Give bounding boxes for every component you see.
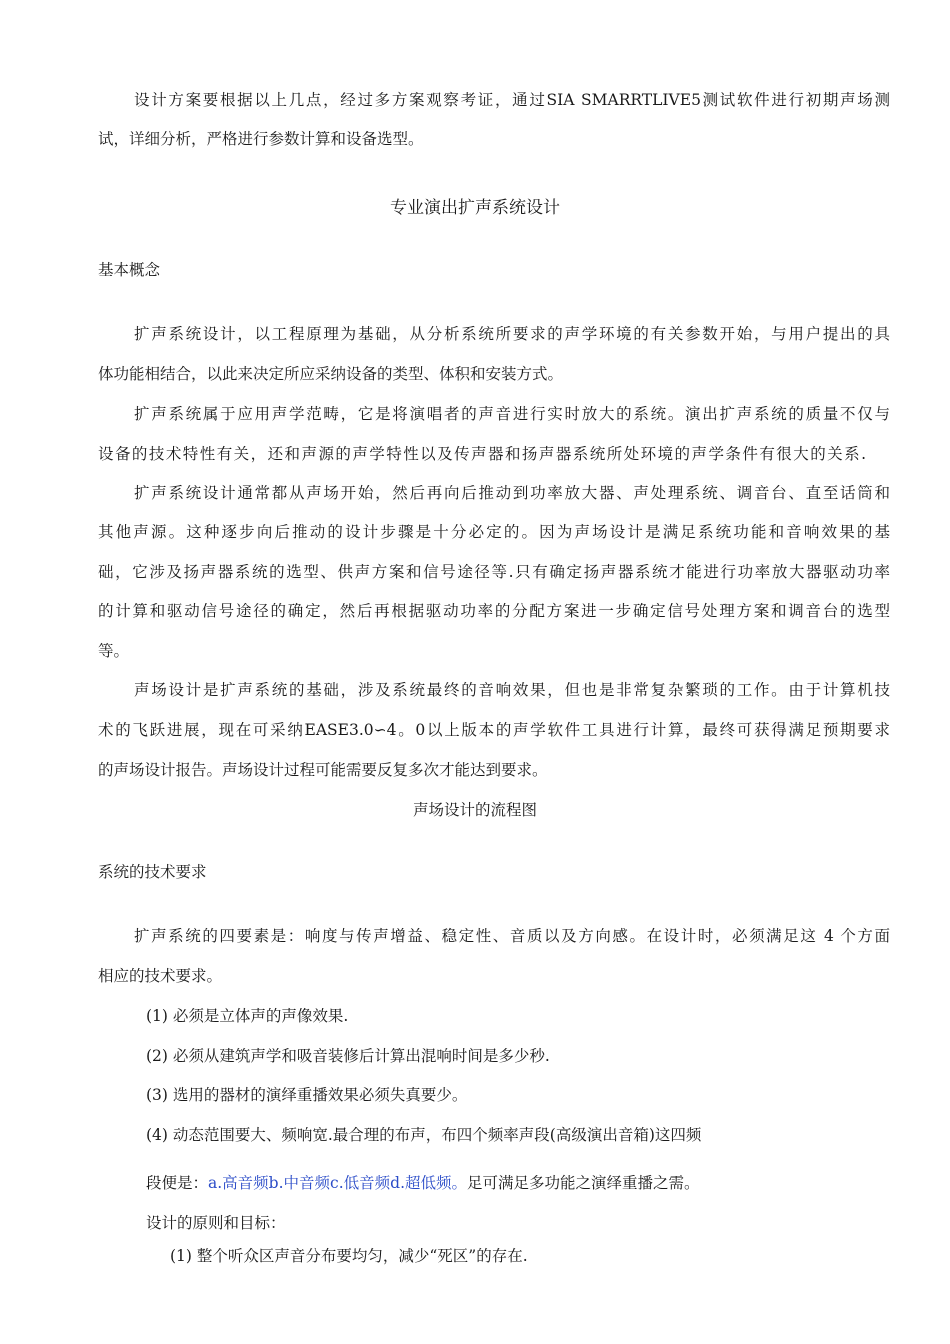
requirement-item-4: (4) 动态范围要大、频响宽.最合理的布声，布四个频率声段(高级演出音箱)这四频 <box>146 1126 702 1144</box>
p4-line-2: 术的飞跃进展，现在可采纳EASE3.0∽4。0以上版本的声学软件工具进行计算，最终可获得满足预期要求 <box>98 721 890 739</box>
p4-line-1: 声场设计是扩声系统的基础，涉及系统最终的音响效果，但也是非常复杂繁琐的工作。由于计算机技 <box>134 681 890 699</box>
requirement-item-1: (1) 必须是立体声的声像效果. <box>146 1007 349 1025</box>
bands-suffix: 足可满足多功能之演绎重播之需。 <box>467 1174 700 1192</box>
p3-line-2: 其他声源。这种逐步向后推动的设计步骤是十分必定的。因为声场设计是满足系统功能和音响效果的基 <box>98 523 890 541</box>
principle-item-1: (1) 整个听众区声音分布要均匀，减少“死区”的存在. <box>170 1247 528 1265</box>
p4-line-3: 的声场设计报告。声场设计过程可能需要反复多次才能达到要求。 <box>98 761 548 779</box>
p2-line-2: 设备的技术特性有关，还和声源的声学特性以及传声器和扬声器系统所处环境的声学条件有很大的关系. <box>98 445 866 463</box>
p5-line-2: 相应的技术要求。 <box>98 967 223 985</box>
heading-tech-requirements: 系统的技术要求 <box>98 863 207 881</box>
bands-prefix: 段便是： <box>146 1174 209 1192</box>
requirement-item-2: (2) 必须从建筑声学和吸音装修后计算出混响时间是多少秒. <box>146 1047 550 1065</box>
requirement-item-3: (3) 选用的器材的演绎重播效果必须失真要少。 <box>146 1086 468 1104</box>
flowchart-caption: 声场设计的流程图 <box>412 801 537 819</box>
p1-line-1: 扩声系统设计，以工程原理为基础，从分析系统所要求的声学环境的有关参数开始，与用户提出的具 <box>134 325 890 343</box>
intro-line-2: 试，详细分析，严格进行参数计算和设备选型。 <box>98 130 424 148</box>
principles-heading: 设计的原则和目标： <box>146 1214 286 1232</box>
p3-line-1: 扩声系统设计通常都从声场开始，然后再向后推动到功率放大器、声处理系统、调音台、直至话筒和 <box>134 484 890 502</box>
section-title: 专业演出扩声系统设计 <box>390 198 560 218</box>
frequency-bands-line <box>146 1172 700 1194</box>
p3-line-5: 等。 <box>98 642 130 660</box>
p1-line-2: 体功能相结合，以此来决定所应采纳设备的类型、体积和安装方式。 <box>98 365 564 383</box>
p5-line-1: 扩声系统的四要素是：响度与传声增益、稳定性、音质以及方向感。在设计时，必须满足这 4 个方面 <box>134 927 890 945</box>
heading-basic-concepts: 基本概念 <box>98 261 161 279</box>
bands-list: a.高音频b.中音频c.低音频d.超低频。 <box>208 1174 467 1192</box>
intro-line-1: 设计方案要根据以上几点，经过多方案观察考证，通过SIA SMARRTLIVE5测试软件进行初期声场测 <box>134 91 890 109</box>
p2-line-1: 扩声系统属于应用声学范畴，它是将演唱者的声音进行实时放大的系统。演出扩声系统的质量不仅与 <box>134 405 890 423</box>
p3-line-4: 的计算和驱动信号途径的确定，然后再根据驱动功率的分配方案进一步确定信号处理方案和调音台的选型 <box>98 602 890 620</box>
p3-line-3: 础，它涉及扬声器系统的选型、供声方案和信号途径等.只有确定扬声器系统才能进行功率放大器驱动功率 <box>98 563 890 581</box>
